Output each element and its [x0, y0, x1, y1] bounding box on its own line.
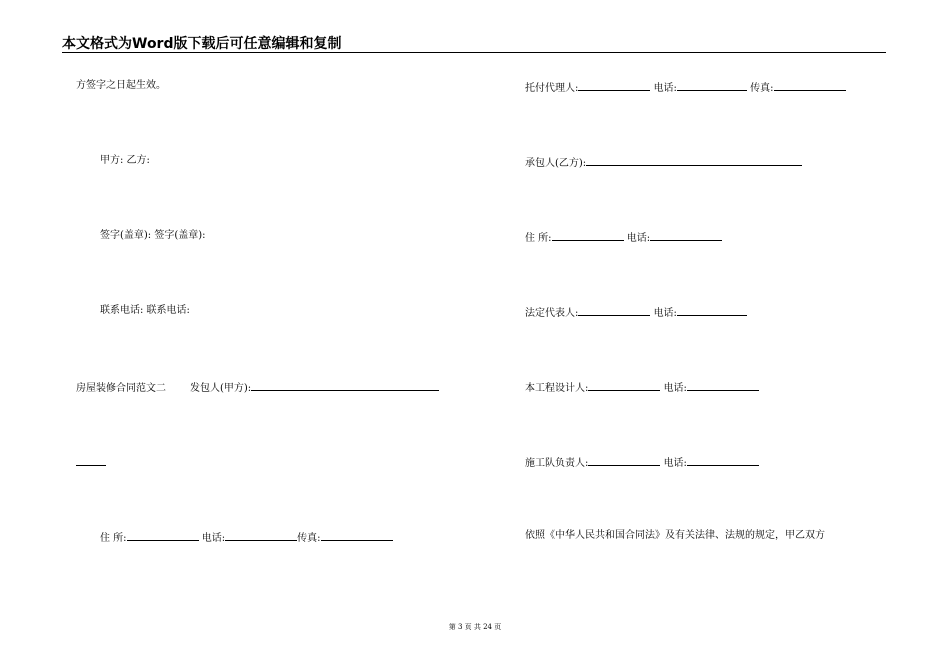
legal-rep-phone-label: 电话: — [653, 308, 677, 319]
continuation-blank — [76, 454, 106, 466]
employer-label: 发包人(甲方): — [190, 383, 252, 394]
crew-lead-phone-label: 电话: — [663, 458, 687, 469]
agent-phone-label: 电话: — [653, 83, 677, 94]
contractor-phone-label: 电话: — [626, 233, 651, 244]
header-divider — [62, 52, 886, 53]
page-number: 第 3 页 共 24 页 — [448, 623, 502, 631]
text-line-contractor-address — [525, 229, 722, 246]
legal-rep-phone-blank — [677, 304, 747, 316]
contractor-blank — [586, 154, 802, 166]
text-line-parties — [100, 154, 150, 168]
legal-rep-label: 法定代表人: — [525, 308, 579, 319]
contractor-label: 承包人(乙方): — [525, 158, 587, 169]
phone-blank — [225, 529, 297, 541]
phone-text: 联系电话: 联系电话: — [100, 305, 190, 316]
address-blank — [127, 529, 199, 541]
designer-label: 本工程设计人: — [525, 383, 589, 394]
signature-text: 签字(盖章): 签字(盖章): — [100, 230, 206, 241]
legal-rep-blank — [578, 304, 650, 316]
parties-text: 甲方: 乙方: — [100, 155, 150, 166]
text-line-legal-rep — [525, 304, 747, 321]
text-line-legal-basis — [525, 529, 825, 543]
agent-label: 托付代理人: — [525, 83, 579, 94]
text-line-contractor — [525, 154, 802, 171]
agent-fax-label: 传真: — [750, 83, 774, 94]
fax-blank — [321, 529, 393, 541]
contractor-address-blank — [552, 229, 624, 241]
employer-blank — [251, 379, 439, 391]
agent-blank — [578, 79, 650, 91]
crew-lead-phone-blank — [687, 454, 759, 466]
text-line-crew-lead — [525, 454, 759, 471]
text-line-address — [100, 529, 393, 546]
contractor-address-label: 住 所: — [525, 233, 552, 244]
address-label: 住 所: — [100, 533, 127, 544]
effective-text: 方签字之日起生效。 — [76, 80, 166, 91]
crew-lead-blank — [588, 454, 660, 466]
text-line-effective — [76, 79, 166, 93]
contractor-phone-blank — [650, 229, 722, 241]
agent-phone-blank — [677, 79, 747, 91]
fax-label: 传真: — [297, 533, 321, 544]
text-line-signatures — [100, 229, 206, 243]
text-line-designer — [525, 379, 759, 396]
designer-phone-blank — [687, 379, 759, 391]
text-line-phones — [100, 304, 190, 318]
designer-blank — [588, 379, 660, 391]
phone-label: 电话: — [201, 533, 226, 544]
text-line-blank-continuation — [76, 454, 106, 471]
designer-phone-label: 电话: — [663, 383, 687, 394]
text-line-contract-title — [76, 379, 439, 396]
document-header: 本文格式为Word版下载后可任意编辑和复制 — [62, 36, 342, 52]
agent-fax-blank — [774, 79, 846, 91]
contract-template-title: 房屋装修合同范文二 — [76, 383, 166, 394]
text-line-agent — [525, 79, 846, 96]
crew-lead-label: 施工队负责人: — [525, 458, 589, 469]
legal-basis-text: 依照《中华人民共和国合同法》及有关法律、法规的规定，甲乙双方 — [525, 530, 825, 541]
